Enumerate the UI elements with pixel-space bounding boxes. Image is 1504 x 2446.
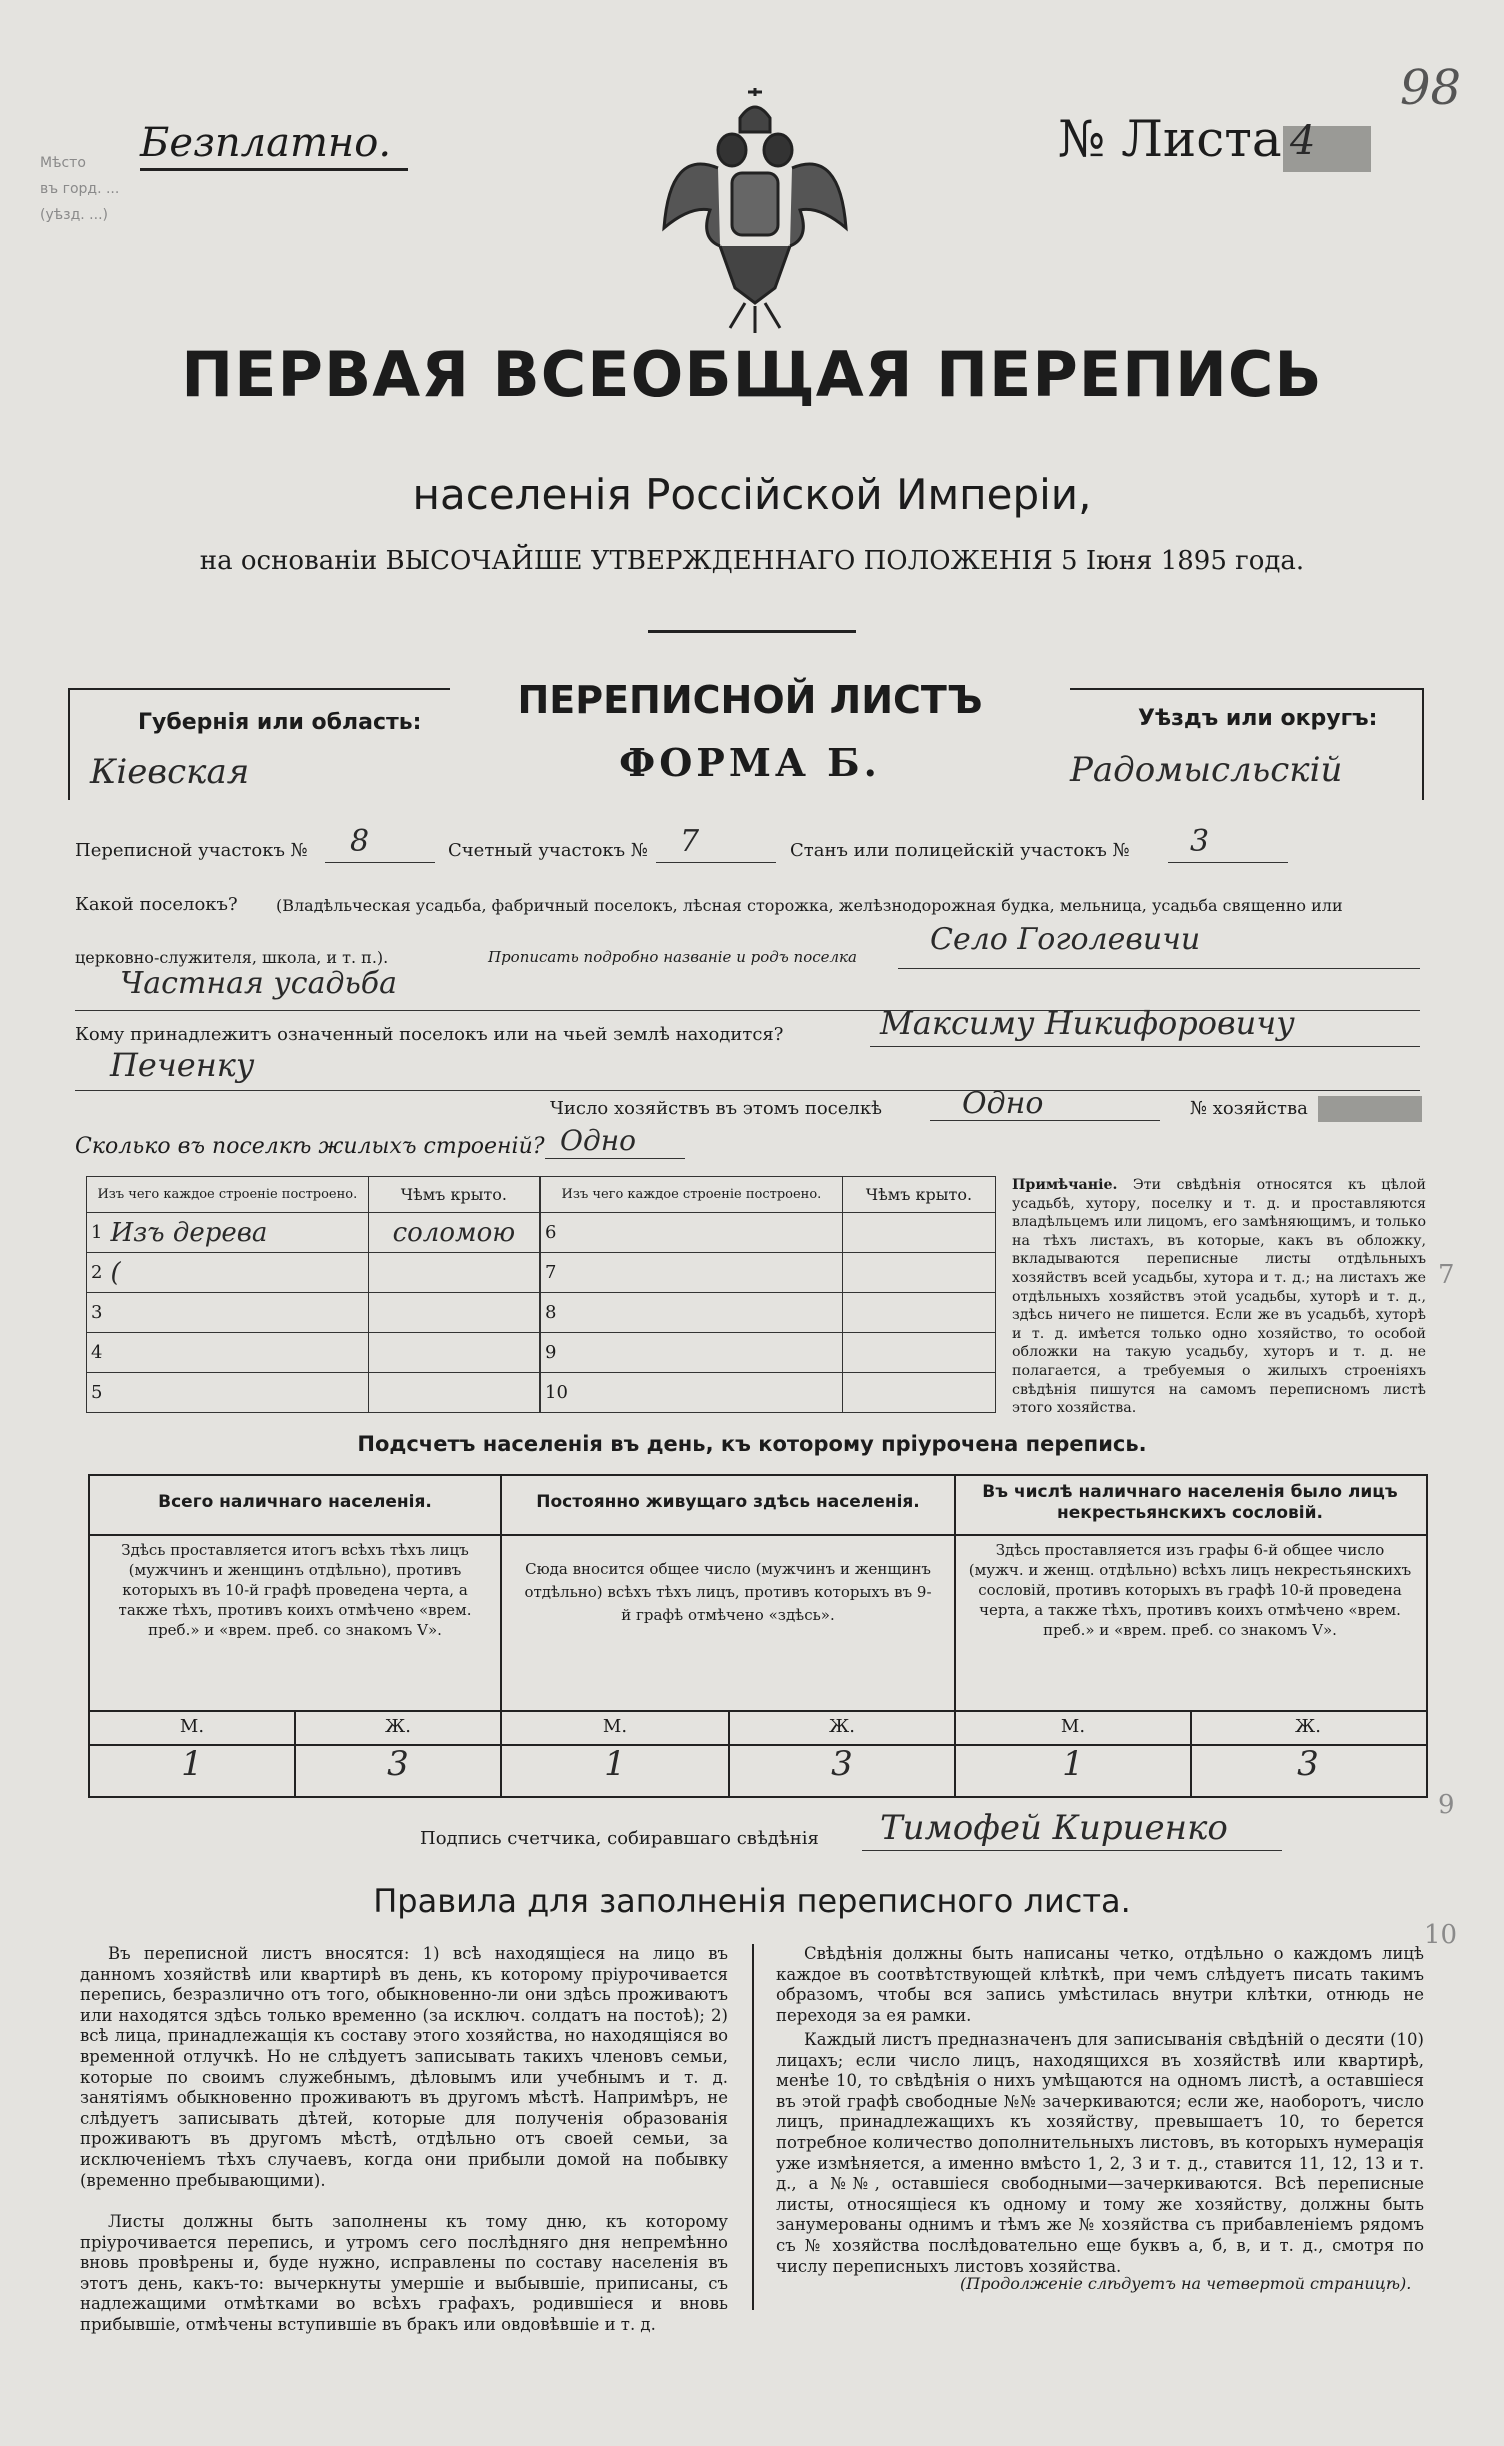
col-roof-header: Чѣмъ крыто.	[842, 1177, 995, 1213]
census-district-line	[325, 862, 435, 863]
household-no-label: № хозяйства	[1190, 1098, 1308, 1119]
row-number: 6	[541, 1213, 572, 1253]
m-label: М.	[1060, 1716, 1086, 1737]
roof-cell	[842, 1253, 995, 1293]
roof-cell	[842, 1373, 995, 1413]
total-m-value: 1	[181, 1744, 203, 1784]
count-district-line	[656, 862, 776, 863]
col3-title: Въ числѣ наличнаго населенія было лицъ некрестьянскихъ сословій.	[982, 1482, 1398, 1523]
owner-value-1: Максиму Никифоровичу	[880, 1004, 1295, 1042]
roof-cell	[368, 1373, 539, 1413]
rules-divider	[752, 1944, 754, 2310]
bleed-through-digit: 7	[1438, 1260, 1455, 1290]
free-label: Безплатно.	[140, 120, 392, 166]
signature-line	[862, 1850, 1282, 1851]
count-district-value: 7	[680, 824, 700, 859]
rules-left-p1: Въ переписной листъ вносятся: 1) всѣ находящіеся на лицо въ данномъ хозяйствѣ или квартирѣ въ день, къ которому пріурочивается перепись, безразлично отъ того, обыкновенно-ли они здѣсь проживаютъ или находятся здѣсь только временно (за исключ. солдатъ на постоѣ); 2) всѣ лица, принадлежащія къ составу этого хозяйства, но находящіяся во временной отлучкѣ. Но не слѣдуетъ записывать такихъ членовъ семьи, которые по своимъ служебнымъ, дѣловымъ или учебнымъ и т. д. занятіямъ обыкновенно проживаютъ въ другомъ мѣстѣ. Напримѣръ, не слѣдуетъ записывать дѣтей, которые для полученія образованія проживаютъ въ другомъ мѣстѣ, отдѣльно отъ своей семьи, за исключеніемъ тѣхъ случаевъ, когда они прибыли домой на побывку (временно пребывающими).	[80, 1944, 728, 2190]
households-value: Одно	[962, 1086, 1044, 1121]
free-underline	[140, 168, 408, 171]
roof-cell: соломою	[368, 1213, 539, 1253]
m-label: М.	[179, 1716, 205, 1737]
material-cell	[572, 1213, 842, 1253]
note-text: Эти свѣдѣнія относятся къ цѣлой усадьбѣ, хутору, поселку и т. д. и проставляются владѣльцемъ или лицомъ, его замѣняющимъ, и только на тѣхъ листахъ, въ которые, какъ въ обложку, вкладываются переписные листы отдѣльныхъ хозяйствъ всей усадьбы, хутора и т. д.; на листахъ же отдѣльныхъ хозяйствъ этой усадьбы, хуторѣ и т. д., здѣсь ничего не пишется. Если же въ усадьбѣ, хуторѣ и т. д. имѣется только одно хозяйство, то особой обложки на такую усадьбу, хуторъ и т. д. не полагается, а требуемыя о жилыхъ строеніяхъ свѣдѣнія пишутся на самомъ переписномъ листѣ этого хозяйства.	[1012, 1177, 1426, 1417]
roof-cell	[368, 1253, 539, 1293]
material-cell	[106, 1333, 368, 1373]
buildings-line	[545, 1158, 685, 1159]
row-number: 1	[87, 1213, 107, 1253]
col2-text: Сюда вносится общее число (мужчинъ и женщинъ отдѣльно) всѣхъ тѣхъ лицъ, противъ которыхъ въ 9-й графѣ отмѣчено «здѣсь».	[524, 1560, 932, 1624]
col-material-header: Изъ чего каждое строеніе построено.	[87, 1177, 369, 1213]
bleed-through-digit: 10	[1424, 1920, 1458, 1950]
row-number: 2	[87, 1253, 107, 1293]
settlement-value-2: Частная усадьба	[120, 966, 398, 1001]
roof-cell	[842, 1213, 995, 1253]
rules-right-p2: Каждый листъ предназначенъ для записыванія свѣдѣній о десяти (10) лицахъ; если число лицъ, находящихся въ хозяйствѣ или квартирѣ, менѣе 10, то свѣдѣнія о нихъ умѣщаются на одномъ листѣ, а оставшіеся въ этой графѣ свободные №№ зачеркиваются; если же, наоборотъ, число лицъ, принадлежащихъ къ хозяйству, превышаетъ 10, то берется потребное количество дополнительныхъ листовъ, въ которыхъ нумерація уже измѣняется, а именно вмѣсто 1, 2, 3 и т. д., ставится 11, 12, 13 и т. д., а №№, оставшіеся свободными—зачеркиваются. Всѣ переписные листы, относящіеся къ одному и тому же хозяйству, должны быть занумерованы однимъ и тѣмъ же № хозяйства съ прибавленіемъ рядомъ съ № хозяйства послѣдовательно еще буквъ а, б, в, и т. д., смотря по числу переписныхъ листовъ хозяйства.	[776, 2030, 1424, 2276]
material-cell	[106, 1293, 368, 1333]
census-district-value: 8	[350, 824, 370, 859]
settlement-hint-1: (Владѣльческая усадьба, фабричный поселокъ, лѣсная сторожка, желѣзнодорожная будка, мельница, усадьба священно или	[276, 896, 1343, 915]
settlement-label: Какой поселокъ?	[75, 894, 238, 915]
col2-title: Постоянно живущаго здѣсь населенія.	[536, 1492, 920, 1512]
roof-cell	[842, 1333, 995, 1373]
col1-text: Здѣсь проставляется итогъ всѣхъ тѣхъ лицъ (мужчинъ и женщинъ отдѣльно), противъ которыхъ въ 10-й графѣ проведена черта, а также тѣхъ, противъ коихъ отмѣчено «врем. преб.» и «врем. преб. со знакомъ V».	[118, 1541, 472, 1639]
material-cell: Изъ дерева	[106, 1213, 368, 1253]
col-material-header: Изъ чего каждое строеніе построено.	[541, 1177, 843, 1213]
material-cell	[572, 1373, 842, 1413]
row-number: 7	[541, 1253, 572, 1293]
form-title: ФОРМА Б.	[619, 740, 881, 785]
note-block	[1012, 1176, 1426, 1418]
sheet-title: ПЕРЕПИСНОЙ ЛИСТЪ	[517, 678, 983, 722]
count-district-label: Счетный участокъ №	[448, 840, 648, 861]
settlement-line-1	[898, 968, 1420, 969]
population-mf-rule-top	[88, 1710, 1426, 1712]
row-number: 9	[541, 1333, 572, 1373]
row-number: 3	[87, 1293, 107, 1333]
uezd-label: Уѣздъ или округъ:	[1138, 706, 1378, 731]
households-label: Число хозяйствъ въ этомъ поселкѣ	[550, 1098, 882, 1119]
material-cell: (	[106, 1253, 368, 1293]
bleed-through-text: Мѣсто въ горд. ... (уѣзд. ...)	[40, 155, 120, 223]
signature-value: Тимофей Кириенко	[880, 1808, 1228, 1848]
population-title-rule	[88, 1534, 1426, 1536]
basis-line: на основаніи ВЫСОЧАЙШЕ УТВЕРЖДЕННАГО ПОЛОЖЕНІЯ 5 Іюня 1895 года.	[199, 546, 1305, 576]
owner-value-2: Печенку	[110, 1046, 255, 1084]
stan-value: 3	[1190, 824, 1210, 859]
sheet-no-label: № Листа	[1058, 110, 1282, 168]
archive-number: 98	[1400, 60, 1462, 116]
f-label: Ж.	[385, 1716, 411, 1737]
rules-title: Правила для заполненія переписного листа.	[373, 1882, 1131, 1920]
buildings-table-left	[86, 1176, 540, 1413]
note-title: Примѣчаніе.	[1012, 1177, 1118, 1193]
permanent-f-value: 3	[831, 1744, 853, 1784]
row-number: 4	[87, 1333, 107, 1373]
buildings-table-right	[540, 1176, 996, 1413]
col1-title: Всего наличнаго населенія.	[158, 1492, 432, 1512]
buildings-value: Одно	[560, 1124, 637, 1157]
rules-right-p1: Свѣдѣнія должны быть написаны четко, отдѣльно о каждомъ лицѣ каждое въ соотвѣтствующей клѣткѣ, при чемъ слѣдуетъ писать такимъ образомъ, чтобы вся запись умѣстилась внутри клѣтки, отнюдь не переходя за ея рамки.	[776, 1944, 1424, 2025]
col3-text: Здѣсь проставляется изъ графы 6-й общее число (мужч. и женщ. отдѣльно) всѣхъ лицъ некрестьянскихъ сословій, противъ которыхъ въ графѣ 10-й проведена черта, а также тѣхъ, противъ коихъ отмѣчено «врем. преб.» и «врем. преб. со знакомъ V».	[968, 1541, 1412, 1639]
row-number: 10	[541, 1373, 572, 1413]
settlement-value-1: Село Гоголевичи	[930, 922, 1201, 957]
settlement-hint-3: Прописать подробно названіе и родъ поселка	[488, 948, 857, 966]
nonpeasant-f-value: 3	[1297, 1744, 1319, 1784]
population-title: Подсчетъ населенія въ день, къ которому пріурочена перепись.	[357, 1432, 1147, 1456]
stan-label: Станъ или полицейскій участокъ №	[790, 840, 1130, 861]
roof-cell	[368, 1293, 539, 1333]
material-cell	[572, 1333, 842, 1373]
permanent-m-value: 1	[604, 1744, 626, 1784]
row-number: 8	[541, 1293, 572, 1333]
page-title: ПЕРВАЯ ВСЕОБЩАЯ ПЕРЕПИСЬ	[181, 338, 1323, 411]
stan-line	[1168, 862, 1288, 863]
page-subtitle: населенія Россійской Имперіи,	[412, 470, 1092, 519]
guberniya-label: Губернія или область:	[138, 710, 422, 735]
total-f-value: 3	[387, 1744, 409, 1784]
material-cell	[106, 1373, 368, 1413]
settlement-hint-2: церковно-служителя, школа, и т. п.).	[75, 948, 389, 967]
owner-line-1	[870, 1046, 1420, 1047]
census-district-label: Переписной участокъ №	[75, 840, 308, 861]
sheet-no-value: 4	[1290, 118, 1316, 164]
material-cell	[572, 1253, 842, 1293]
guberniya-value: Кіевская	[90, 752, 250, 792]
owner-line-2	[75, 1090, 1420, 1091]
nonpeasant-m-value: 1	[1062, 1744, 1084, 1784]
f-label: Ж.	[1295, 1716, 1321, 1737]
roof-cell	[842, 1293, 995, 1333]
owner-label: Кому принадлежитъ означенный поселокъ или на чьей землѣ находится?	[75, 1024, 784, 1045]
material-cell	[572, 1293, 842, 1333]
row-number: 5	[87, 1373, 107, 1413]
signature-label: Подпись счетчика, собиравшаго свѣдѣнія	[420, 1828, 819, 1849]
f-label: Ж.	[829, 1716, 855, 1737]
rules-continued: (Продолженіе слѣдуетъ на четвертой страницѣ).	[960, 2274, 1412, 2293]
uezd-value: Радомысльскій	[1070, 750, 1343, 790]
household-no-box	[1318, 1096, 1422, 1122]
rules-left-p2: Листы должны быть заполнены къ тому дню, къ которому пріурочивается перепись, и утромъ сего послѣдняго дня непремѣнно вновь провѣрены и, буде нужно, исправлены по составу населенія въ этотъ день, какъ-то: вычеркнуты умершіе и выбывшіе, приписаны, съ надлежащими отмѣтками во всѣхъ графахъ, родившіеся и вновь прибывшіе, отмѣчены вступившіе въ бракъ или овдовѣвшіе и т. д.	[80, 2212, 728, 2334]
title-divider	[648, 630, 856, 633]
col-roof-header: Чѣмъ крыто.	[368, 1177, 539, 1213]
roof-cell	[368, 1333, 539, 1373]
bleed-through-digit: 9	[1438, 1790, 1455, 1820]
m-label: М.	[602, 1716, 628, 1737]
imperial-eagle-emblem	[660, 88, 850, 338]
buildings-label: Сколько въ поселкѣ жилыхъ строеній?	[75, 1134, 545, 1159]
